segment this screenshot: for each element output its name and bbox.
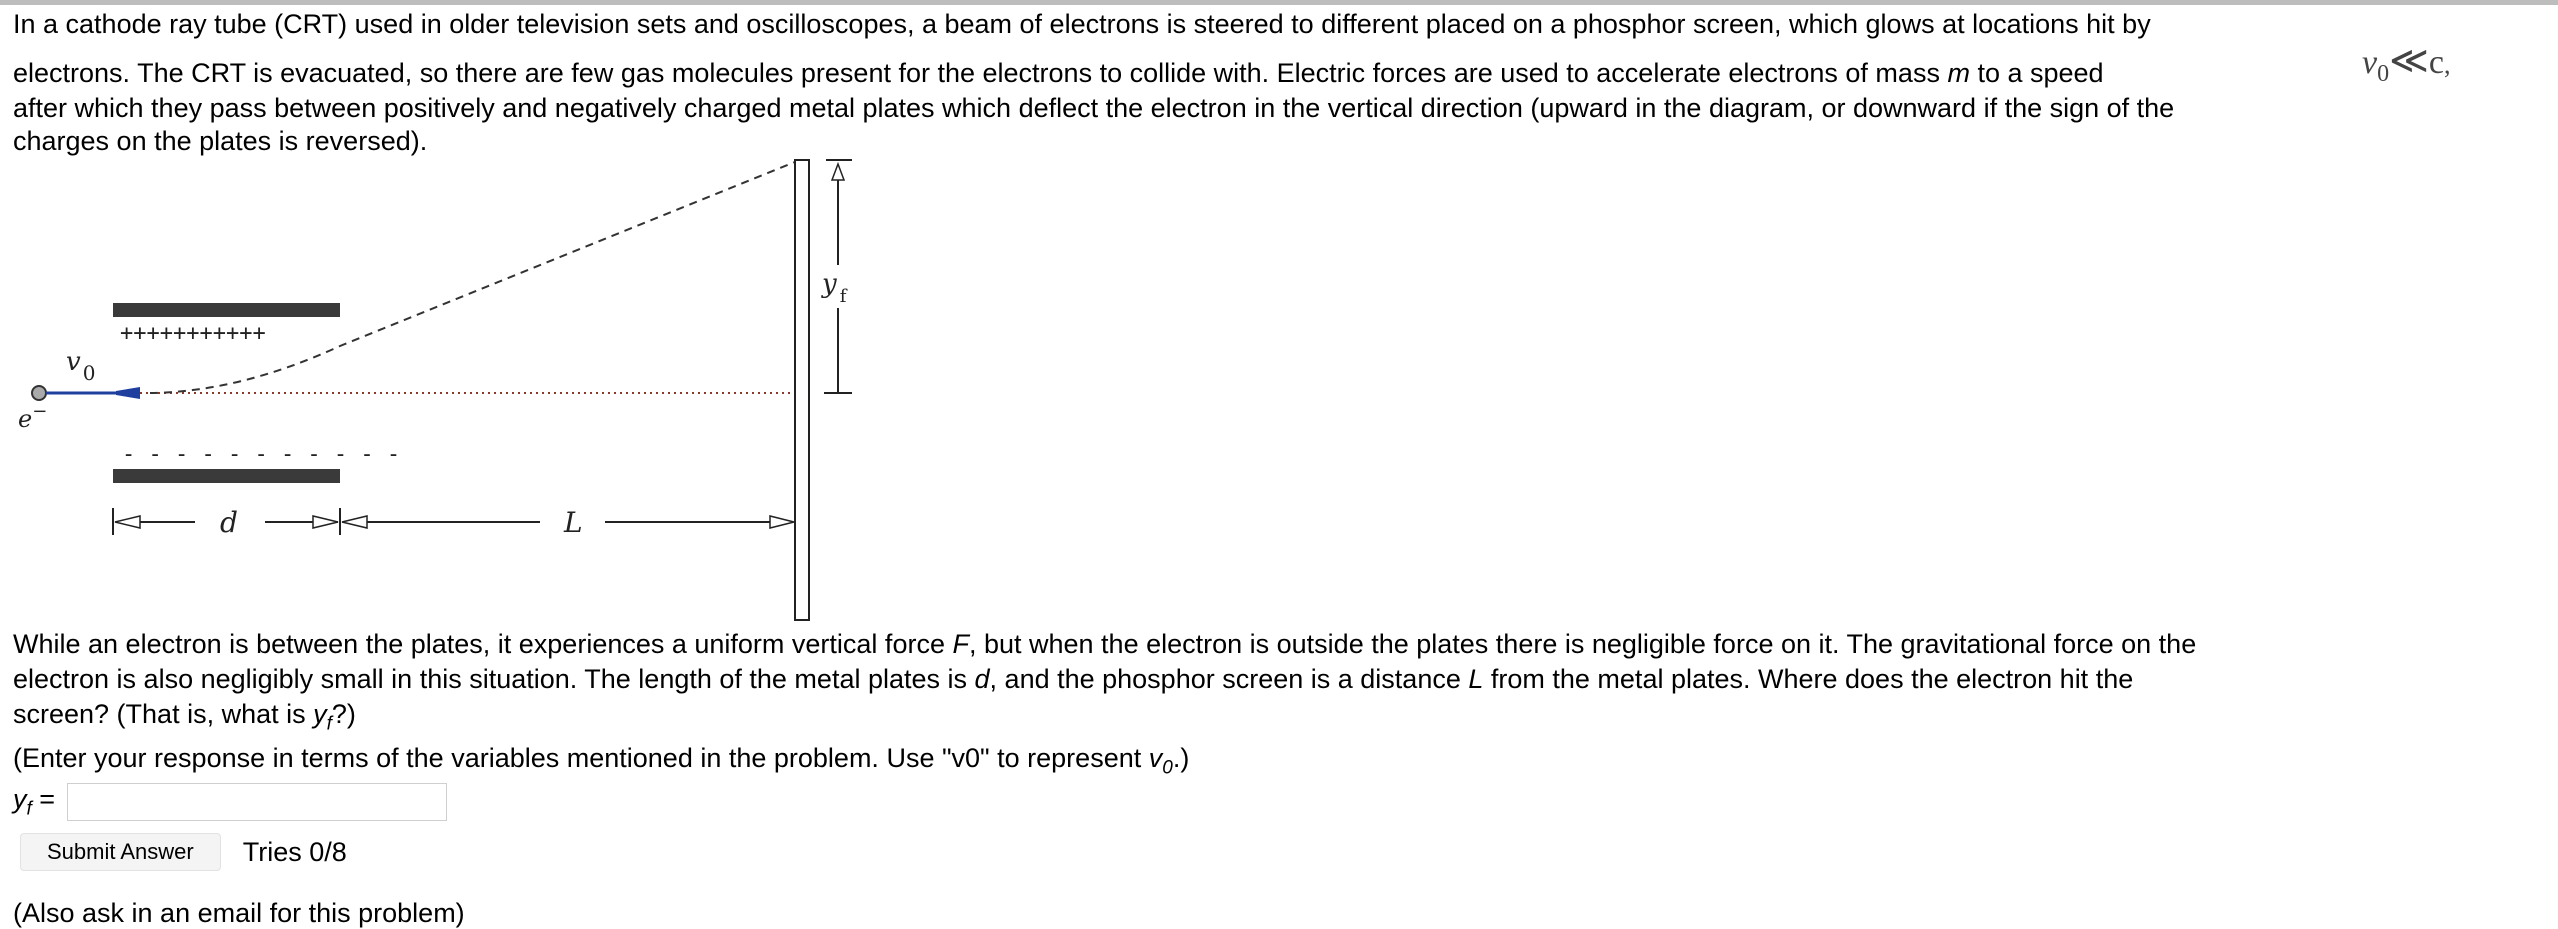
L-arrowhead-left [342,516,367,528]
tries-counter: Tries 0/8 [242,836,347,867]
beam-arrowhead [116,387,140,399]
d-arrowhead-left [115,516,140,528]
answer-instructions: (Enter your response in terms of the variables mentioned in the problem. Use "v0" to represent $v_0$.) [13,743,1190,779]
electron-trajectory [150,162,795,393]
speed-condition-expression: $v_0≪c$, [2362,40,2451,87]
problem-text-line-3: after which they pass between positively and negatively charged metal plates which deflect the electron in the vertical direction (upward in the diagram, or downward if the sign of the [13,93,2175,123]
electron-label: e− [18,401,48,433]
d-arrowhead-right [313,516,338,528]
problem-text-line-6: electron is also negligibly small in this situation. The length of the metal plates is d, and the phosphor screen is a distance L from the metal plates. Where does the electron hit the [13,664,2134,694]
v0-label: v $_0$ [66,347,96,385]
problem-text-line-7: screen? (That is, what is $y_f$?) [13,699,356,735]
submit-row [20,832,347,872]
minus-charges: - - - - - - - - - - - [122,442,401,467]
crt-diagram [0,150,880,630]
d-label: d [220,506,238,539]
problem-text-line-5: While an electron is between the plates, it experiences a uniform vertical force F, but when the electron is outside the plates there is negligible force on it. The gravitational force on the [13,629,2197,659]
problem-text-line-1: In a cathode ray tube (CRT) used in older television sets and oscilloscopes, a beam of electrons is steered to different placed on a phosphor screen, which glows at locations hit by [13,9,2151,39]
top-plate [113,303,340,317]
bottom-plate [113,469,340,483]
phosphor-screen [795,160,809,620]
problem-text-line-2: electrons. The CRT is evacuated, so there are few gas molecules present for the electrons to collide with. Electric forces are used to accelerate electrons of mass m to a speed [13,58,2104,88]
electron-dot [32,386,46,400]
cutoff-footer-text: (Also ask in an email for this problem) [13,898,465,928]
submit-answer-button[interactable]: Submit Answer [20,833,221,871]
answer-label: $y_f$ = [13,783,56,820]
answer-row [13,782,447,822]
plus-charges: +++++++++++ [120,321,266,346]
yf-arrowhead [832,164,844,180]
problem-text-line-4: charges on the plates is reversed). [13,126,428,156]
answer-input[interactable] [67,783,447,821]
yf-label: y $_f$ [822,269,847,307]
L-arrowhead-right [770,516,794,528]
top-border [0,0,2558,5]
L-label: L [564,506,583,539]
